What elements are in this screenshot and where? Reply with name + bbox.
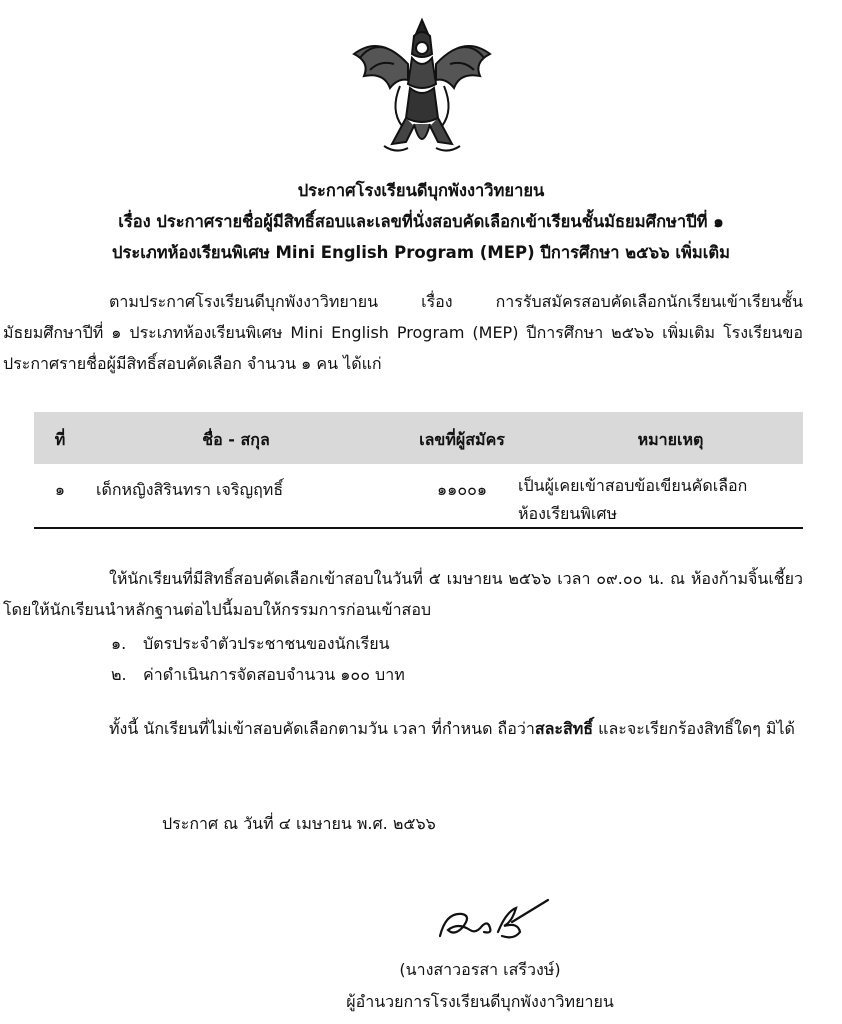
row-remark [518, 472, 803, 528]
signer-title: ผู้อำนวยการโรงเรียนดีบุกพังงาวิทยายน [346, 992, 614, 1011]
header-remark: หมายเหตุ [637, 430, 704, 449]
heading-subject: เรื่อง ประกาศรายชื่อผู้มีสิทธิ์สอบและเลขที่นั่งสอบคัดเลือกเข้าเรียนชั้นมัธยมศึกษาปีที่ ๑ [118, 212, 724, 231]
signature-icon [432, 892, 552, 948]
forfeit-paragraph [3, 713, 803, 744]
forfeit-text-after: และจะเรียกร้องสิทธิ์ใดๆ มิได้ [593, 719, 795, 738]
list-item-text: ค่าดำเนินการจัดสอบจำนวน ๑๐๐ บาท [143, 665, 405, 684]
row-name: เด็กหญิงสิรินทรา เจริญฤทธิ์ [96, 480, 284, 499]
list-item-text: บัตรประจำตัวประชาชนของนักเรียน [143, 634, 390, 653]
table-row [34, 470, 803, 528]
header-applicant-no: เลขที่ผู้สมัคร [419, 430, 505, 449]
list-item-number: ๒. [111, 665, 127, 684]
table-bottom-rule [34, 527, 803, 529]
intro-text: ตามประกาศโรงเรียนดีบุกพังงาวิทยายน เรื่อง การรับสมัครสอบคัดเลือกนักเรียนเข้าเรียนชั้นมัธยมศึกษาปีที่ ๑ ประเภทห้องเรียนพิเศษ Mini English Program (MEP) ปีการศึกษา ๒๕๖๖ เพิ่มเติม โรงเรียนขอประกาศรายชื่อผู้มีสิทธิ์สอบคัดเลือก จำนวน ๑ คน ได้แก่ [3, 292, 803, 373]
row-no: ๑ [54, 480, 66, 499]
heading-title: ประกาศโรงเรียนดีบุกพังงาวิทยายน [297, 181, 545, 200]
row-remark-line2: ห้องเรียนพิเศษ [518, 504, 618, 523]
list-item [111, 663, 405, 688]
list-item-number: ๑. [111, 634, 127, 653]
instructions-text: ให้นักเรียนที่มีสิทธิ์สอบคัดเลือกเข้าสอบในวันที่ ๕ เมษายน ๒๕๖๖ เวลา ๐๙.๐๐ น. ณ ห้องก้ามจิ้นเชี้ยว โดยให้นักเรียนนำหลักฐานต่อไปนี้มอบให้กรรมการก่อนเข้าสอบ [3, 569, 803, 619]
heading-program: ประเภทห้องเรียนพิเศษ Mini English Program (MEP) ปีการศึกษา ๒๕๖๖ เพิ่มเติม [112, 243, 730, 262]
intro-paragraph [3, 286, 803, 379]
garuda-emblem-icon [340, 14, 504, 168]
forfeit-text-before: ทั้งนี้ นักเรียนที่ไม่เข้าสอบคัดเลือกตามวัน เวลา ที่กำหนด ถือว่า [109, 719, 535, 738]
forfeit-bold: สละสิทธิ์ [534, 719, 594, 738]
row-applicant-no: ๑๑๐๐๑ [437, 480, 487, 499]
header-name: ชื่อ - สกุล [202, 430, 270, 449]
row-remark-line1: เป็นผู้เคยเข้าสอบข้อเขียนคัดเลือก [518, 476, 748, 495]
table-header [34, 412, 803, 464]
header-no: ที่ [54, 430, 66, 449]
announcement-date: ประกาศ ณ วันที่ ๔ เมษายน พ.ศ. ๒๕๖๖ [162, 814, 436, 833]
signer-name: (นางสาวอรสา เสรีวงษ์) [399, 960, 561, 979]
list-item [111, 632, 390, 657]
instructions-paragraph [3, 563, 803, 625]
